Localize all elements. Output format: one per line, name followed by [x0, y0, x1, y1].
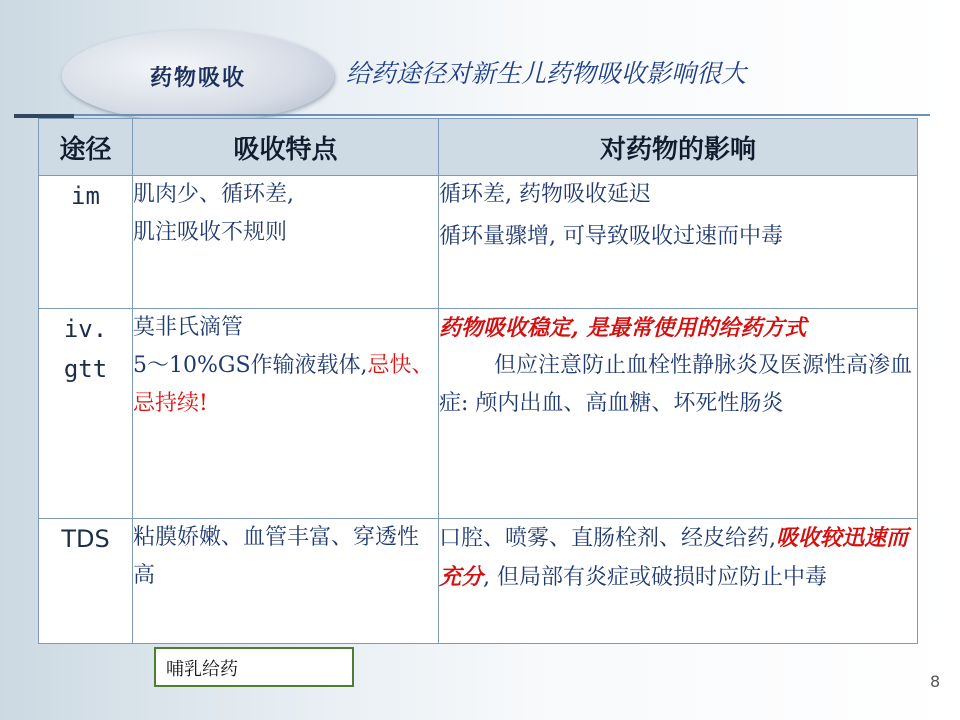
- effects-emphasis: 吸收较迅速而充分: [439, 525, 909, 590]
- title-divider: [74, 114, 930, 116]
- title-badge-text: 药物吸收: [149, 65, 246, 91]
- route-label: TDS: [61, 525, 110, 553]
- header-route: 途径: [39, 119, 133, 176]
- table-header-row: [39, 119, 918, 176]
- slide-subtitle: 给药途径对新生儿药物吸收影响很大: [346, 59, 747, 88]
- effects-text: , 但局部有炎症或破损时应防止中毒: [483, 565, 828, 590]
- effects-cell: [439, 519, 918, 644]
- features-cell: [133, 519, 439, 644]
- header-absorption-features: 吸收特点: [133, 119, 439, 176]
- features-line: 粘膜娇嫩、血管丰富、穿透性高: [133, 525, 420, 588]
- route-cell: [39, 519, 133, 644]
- route-label: iv.: [63, 315, 108, 343]
- features-line: [133, 347, 438, 423]
- effects-line: 循环差, 药物吸收延迟: [439, 182, 651, 207]
- route-label: gtt: [63, 355, 108, 383]
- table-row-iv-gtt: [39, 309, 918, 519]
- header-drug-effect: 对药物的影响: [439, 119, 918, 176]
- effects-emphasis: 药物吸收稳定, 是最常使用的给药方式: [439, 315, 807, 341]
- page-number: 8: [930, 672, 941, 691]
- features-text: 5～10%GS作输液载体,: [133, 353, 368, 378]
- features-line: 莫非氏滴管: [133, 315, 244, 340]
- features-warning: 忌快、忌持续!: [133, 353, 434, 416]
- route-cell: [39, 309, 133, 519]
- features-cell: [133, 309, 439, 519]
- title-badge: [62, 30, 334, 122]
- features-line: 肌肉少、循环差,: [133, 182, 294, 207]
- effects-cell: [439, 176, 918, 309]
- drug-absorption-table: [38, 118, 918, 644]
- features-cell: [133, 176, 439, 309]
- features-line: 肌注吸收不规则: [133, 220, 288, 245]
- effects-note: 但应注意防止血栓性静脉炎及医源性高渗血症: 颅内出血、高血糖、坏死性肠炎: [439, 353, 913, 416]
- effects-cell: [439, 309, 918, 519]
- effects-line: 循环量骤增, 可导致吸收过速而中毒: [439, 224, 783, 249]
- route-cell: [39, 176, 133, 309]
- table-row-im: [39, 176, 918, 309]
- route-label: im: [71, 182, 100, 210]
- table-row-tds: [39, 519, 918, 644]
- effects-text: 口腔、喷雾、直肠栓剂、经皮给药,: [439, 526, 776, 551]
- hint-box: 哺乳给药: [154, 647, 354, 687]
